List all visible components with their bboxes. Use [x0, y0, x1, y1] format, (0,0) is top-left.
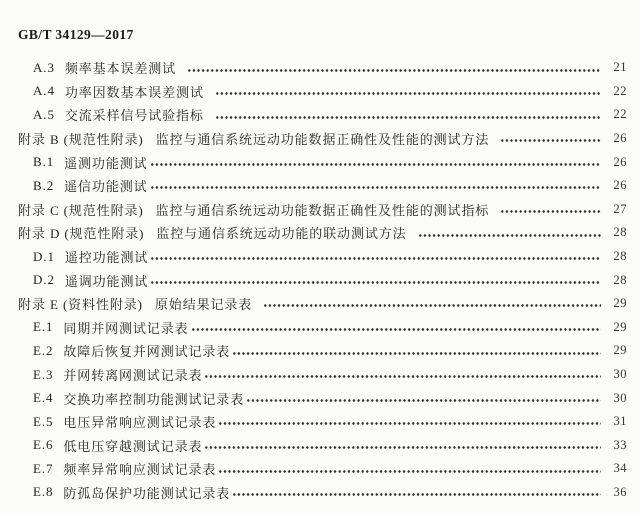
- toc-entry-page: 31: [613, 414, 627, 429]
- table-of-contents: [0, 56, 640, 504]
- toc-dot-leader: [204, 434, 601, 458]
- toc-entry[interactable]: [0, 103, 627, 127]
- toc-entry-title: 遥信功能测试: [64, 179, 148, 195]
- toc-dot-leader: [191, 316, 601, 340]
- toc-dot-leader: [418, 221, 601, 245]
- toc-entry-number: D.1: [33, 248, 55, 264]
- toc-entry-title: 频率基本误差测试: [64, 61, 177, 77]
- toc-entry-page: 22: [613, 83, 627, 98]
- toc-entry-number: 附录 B (规范性附录): [18, 132, 144, 148]
- toc-dot-leader: [263, 292, 601, 316]
- toc-entry[interactable]: [0, 268, 627, 292]
- toc-entry-page: 29: [613, 296, 627, 311]
- toc-entry-page: 29: [613, 319, 627, 334]
- toc-dot-leader: [150, 174, 601, 198]
- toc-entry[interactable]: [0, 56, 627, 80]
- toc-entry-page: 28: [613, 272, 627, 287]
- toc-entry-number: A.5: [33, 106, 55, 122]
- toc-dot-leader: [218, 457, 601, 481]
- toc-entry-number: E.3: [33, 366, 54, 382]
- toc-entry-page: 26: [613, 154, 627, 169]
- toc-entry[interactable]: [0, 198, 627, 222]
- toc-entry[interactable]: [0, 481, 627, 505]
- toc-entry-number: A.3: [33, 59, 55, 75]
- toc-entry[interactable]: [0, 150, 627, 174]
- toc-entry-title: 遥控功能测试: [64, 250, 149, 266]
- toc-entry[interactable]: [0, 221, 627, 245]
- toc-entry-page: 29: [613, 343, 627, 358]
- toc-entry-number: B.2: [33, 177, 55, 193]
- toc-entry-page: 30: [613, 367, 627, 382]
- toc-entry-number: E.7: [33, 460, 54, 476]
- toc-entry-number: A.4: [33, 83, 55, 99]
- toc-dot-leader: [500, 127, 601, 151]
- toc-entry[interactable]: [0, 80, 627, 104]
- toc-entry-title: 交流采样信号试验指标: [64, 108, 204, 124]
- toc-entry-number: 附录 D (规范性附录): [18, 226, 145, 242]
- toc-dot-leader: [215, 103, 601, 127]
- toc-entry-number: E.6: [33, 437, 54, 453]
- toc-entry[interactable]: [0, 174, 627, 198]
- toc-entry-number: E.2: [33, 342, 54, 358]
- toc-entry-number: 附录 E (资料性附录): [18, 297, 143, 313]
- toc-dot-leader: [150, 268, 601, 292]
- toc-entry-title: 遥测功能测试: [64, 155, 148, 171]
- toc-entry-title: 监控与通信系统远动功能数据正确性及性能的测试方法: [155, 132, 490, 148]
- toc-dot-leader: [215, 80, 601, 104]
- toc-entry[interactable]: [0, 292, 627, 316]
- toc-entry-title: 功率因数基本误差测试: [64, 84, 204, 100]
- toc-entry-number: 附录 C (规范性附录): [18, 202, 144, 218]
- toc-entry-number: B.1: [33, 154, 55, 170]
- toc-entry-title: 原始结果记录表: [154, 297, 253, 313]
- toc-entry[interactable]: [0, 127, 627, 151]
- toc-entry-title: 防孤岛保护功能测试记录表: [63, 485, 231, 501]
- toc-entry-page: 28: [613, 249, 627, 264]
- toc-entry-page: 28: [613, 225, 627, 240]
- toc-dot-leader: [187, 56, 601, 80]
- toc-dot-leader: [218, 410, 601, 434]
- toc-entry-number: E.1: [33, 319, 54, 335]
- toc-dot-leader: [150, 150, 601, 174]
- toc-entry-page: 36: [613, 484, 627, 499]
- toc-entry[interactable]: [0, 386, 627, 410]
- toc-entry-page: 26: [613, 131, 627, 146]
- toc-entry-number: E.4: [33, 390, 54, 406]
- toc-dot-leader: [232, 339, 601, 363]
- toc-entry-number: E.5: [33, 413, 54, 429]
- toc-entry-number: E.8: [33, 484, 54, 500]
- toc-entry-title: 故障后恢复并网测试记录表: [63, 344, 231, 360]
- toc-dot-leader: [204, 363, 601, 387]
- toc-entry-title: 电压异常响应测试记录表: [63, 415, 217, 431]
- toc-entry-page: 27: [613, 201, 627, 216]
- toc-dot-leader: [246, 386, 601, 410]
- toc-entry-title: 监控与通信系统远动功能数据正确性及性能的测试指标: [155, 202, 490, 218]
- toc-entry-page: 22: [613, 107, 627, 122]
- toc-dot-leader: [232, 481, 601, 505]
- document-number: GB/T 34129—2017: [18, 27, 134, 42]
- toc-entry-title: 遥调功能测试: [64, 273, 149, 289]
- toc-entry-page: 26: [613, 178, 627, 193]
- toc-entry-title: 监控与通信系统远动功能的联动测试方法: [156, 226, 407, 242]
- toc-entry-title: 同期并网测试记录表: [63, 320, 189, 336]
- toc-entry[interactable]: [0, 363, 627, 387]
- toc-entry-number: D.2: [33, 272, 55, 288]
- toc-entry-title: 频率异常响应测试记录表: [63, 462, 217, 478]
- toc-entry[interactable]: [0, 410, 627, 434]
- toc-entry[interactable]: [0, 339, 627, 363]
- toc-dot-leader: [150, 245, 601, 269]
- toc-dot-leader: [500, 198, 601, 222]
- toc-entry-page: 33: [613, 437, 627, 452]
- toc-entry[interactable]: [0, 316, 627, 340]
- toc-entry-title: 交换功率控制功能测试记录表: [63, 391, 245, 407]
- toc-entry[interactable]: [0, 457, 627, 481]
- toc-entry[interactable]: [0, 434, 627, 458]
- toc-entry[interactable]: [0, 245, 627, 269]
- toc-entry-page: 34: [613, 461, 627, 476]
- toc-entry-page: 30: [613, 390, 627, 405]
- toc-entry-title: 并网转离网测试记录表: [63, 368, 203, 384]
- toc-entry-title: 低电压穿越测试记录表: [63, 438, 203, 454]
- toc-entry-page: 21: [613, 60, 627, 75]
